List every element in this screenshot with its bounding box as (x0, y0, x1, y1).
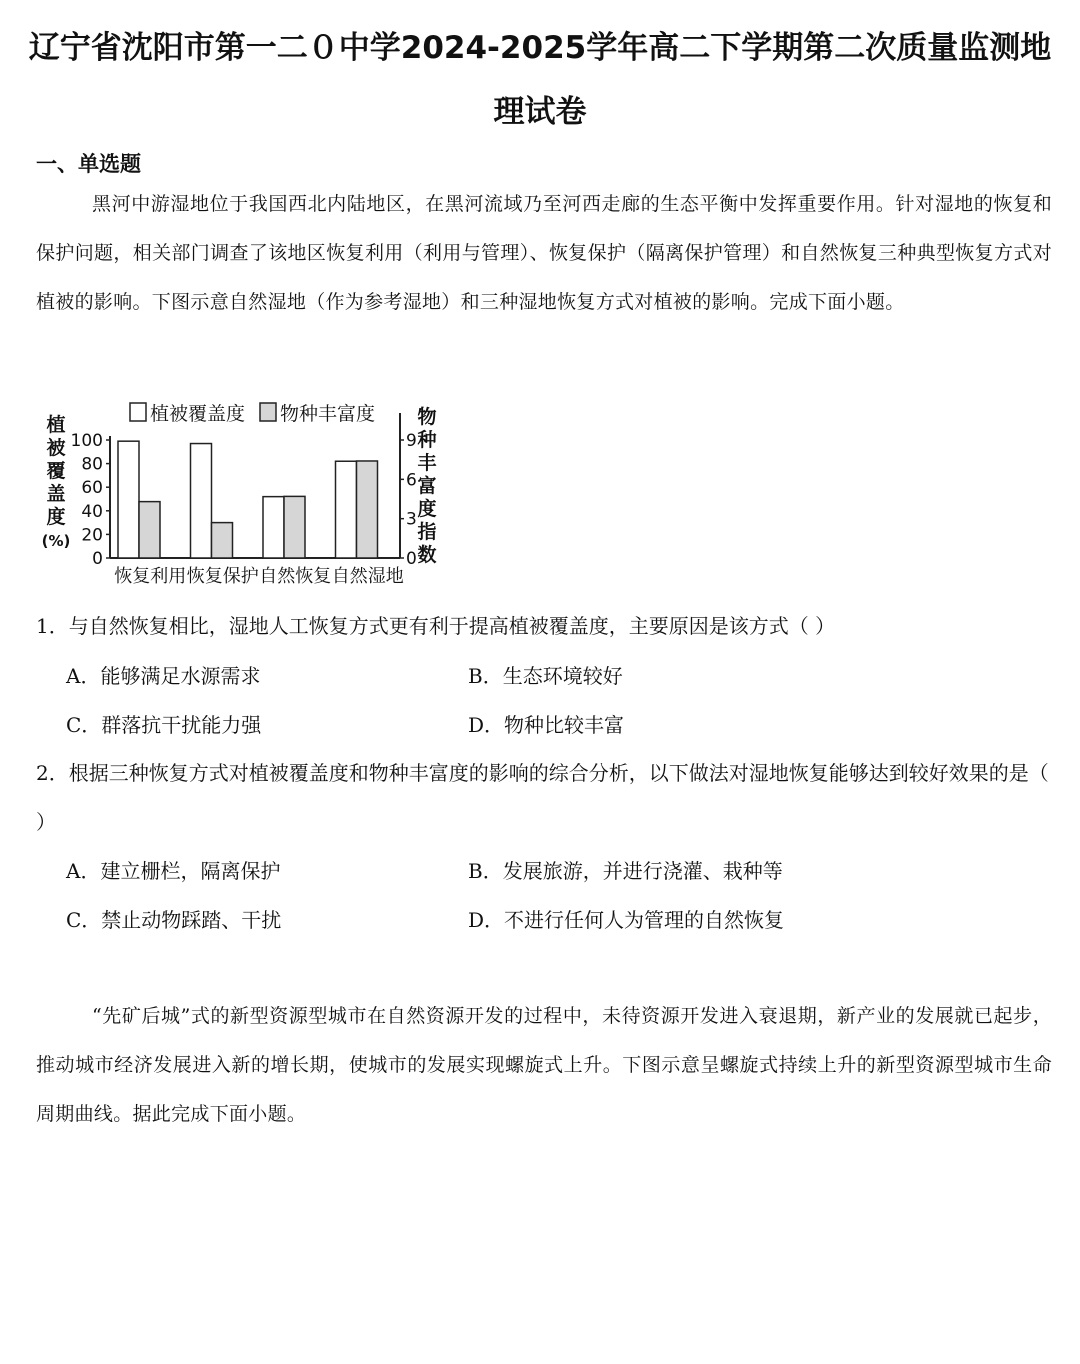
y-left-tick-label: 40 (81, 501, 103, 522)
x-tick-label: 自然恢复 (259, 566, 332, 587)
question-1-stem: 1．与自然恢复相比，湿地人工恢复方式更有利于提高植被覆盖度，主要原因是该方式（ ） (36, 614, 836, 638)
y-right-label-char: 丰 (417, 452, 437, 474)
x-tick-label: 恢复保护 (186, 566, 259, 587)
x-tick-label: 自然湿地 (331, 566, 404, 587)
y-left-tick-label: 0 (92, 549, 103, 569)
bar-richness (212, 523, 233, 558)
y-right-tick-label: 6 (406, 470, 417, 491)
y-right-label-char: 物 (417, 406, 437, 428)
question-2-option-d[interactable]: D．不进行任何人为管理的自然恢复 (468, 908, 785, 932)
y-right-label-char: 种 (417, 429, 437, 451)
y-left-tick-label: 20 (81, 525, 103, 546)
y-left-label-char: (%) (41, 532, 71, 550)
question-2-option-c[interactable]: C．禁止动物踩踏、干扰 (66, 908, 282, 932)
section-heading-single-choice: 一、单选题 (36, 152, 141, 176)
y-left-label-char: 度 (46, 506, 66, 528)
passage-wetland: 黑河中游湿地位于我国西北内陆地区，在黑河流域乃至河西走廊的生态平衡中发挥重要作用。针对湿地的恢复和保护问题，相关部门调查了该地区恢复利用（利用与管理）、恢复保护（隔离保护管理）和自然恢复三种典型恢复方式对植被的影响。下图示意自然湿地（作为参考湿地）和三种湿地恢复方式对植被的影响。完成下面小题。 (36, 193, 1052, 313)
bar-coverage (336, 461, 357, 558)
bar-coverage (118, 441, 139, 558)
question-1-option-a[interactable]: A．能够满足水源需求 (66, 664, 261, 688)
y-left-label-char: 植 (46, 414, 66, 436)
bar-richness (284, 496, 305, 558)
y-right-tick-label: 9 (406, 431, 417, 451)
legend-label: 物种丰富度 (280, 403, 376, 425)
y-right-tick-label: 3 (406, 509, 417, 530)
y-left-tick-label: 80 (81, 454, 103, 475)
legend-swatch (130, 403, 146, 421)
y-right-label-char: 数 (417, 544, 437, 566)
y-right-tick-label: 0 (406, 549, 417, 569)
y-left-tick-label: 100 (70, 431, 103, 451)
bar-richness (139, 502, 160, 558)
y-left-label-char: 覆 (46, 460, 66, 482)
passage-resource-city: “先矿后城”式的新型资源型城市在自然资源开发的过程中，未待资源开发进入衰退期，新产业的发展就已起步，推动城市经济发展进入新的增长期，使城市的发展实现螺旋式上升。下图示意呈螺旋式持续上升的新型资源型城市生命周期曲线。据此完成下面小题。 (36, 1005, 1052, 1125)
y-right-label-char: 度 (417, 498, 437, 520)
page-title: 辽宁省沈阳市第一二０中学2024-2025学年高二下学期第二次质量监测地 (28, 30, 1052, 66)
legend-swatch (260, 403, 276, 421)
question-1-option-c[interactable]: C．群落抗干扰能力强 (66, 713, 262, 737)
bar-coverage (263, 497, 284, 558)
question-1-option-d[interactable]: D．物种比较丰富 (468, 713, 625, 737)
question-1-option-b[interactable]: B．生态环境较好 (468, 664, 623, 688)
bar-richness (357, 461, 378, 558)
x-tick-label: 恢复利用 (114, 566, 187, 587)
wetland-chart (30, 395, 450, 595)
bar-coverage (191, 444, 212, 558)
page-title-continued: 理试卷 (493, 94, 587, 130)
question-2-option-b[interactable]: B．发展旅游，并进行浇灌、栽种等 (468, 859, 783, 883)
legend-label: 植被覆盖度 (150, 403, 246, 425)
question-2-option-a[interactable]: A．建立栅栏，隔离保护 (66, 859, 281, 883)
y-right-label-char: 指 (417, 521, 437, 543)
y-left-label-char: 盖 (46, 483, 66, 505)
y-right-label-char: 富 (417, 475, 437, 497)
y-left-tick-label: 60 (81, 478, 103, 499)
question-2-stem: 2．根据三种恢复方式对植被覆盖度和物种丰富度的影响的综合分析，以下做法对湿地恢复能够达到较好效果的是（ ） (36, 761, 1049, 834)
y-left-label-char: 被 (46, 437, 66, 459)
